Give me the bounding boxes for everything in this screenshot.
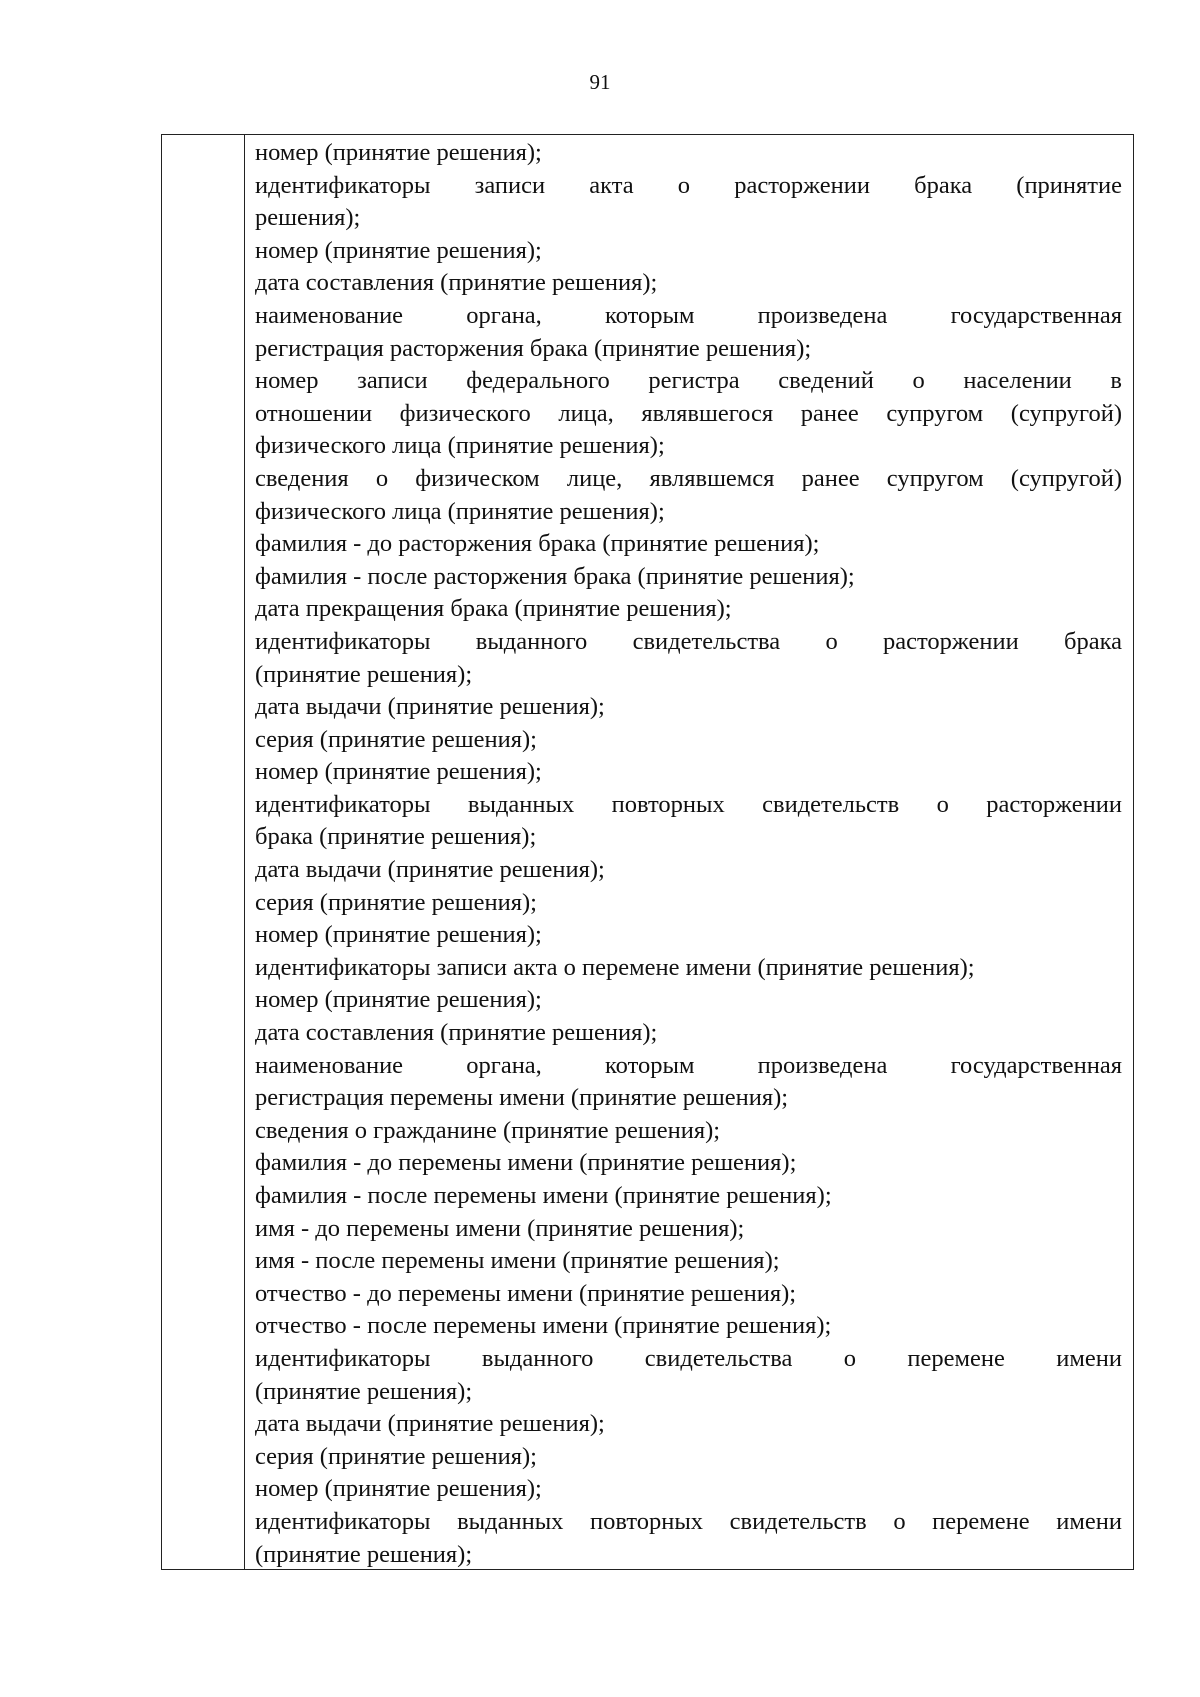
table-text-line: идентификаторы записи акта о расторжении брака (принятие — [255, 171, 1122, 199]
table-text-line: дата выдачи (принятие решения); — [255, 693, 605, 721]
table-text-line: серия (принятие решения); — [255, 888, 537, 916]
page-number: 91 — [589, 70, 611, 94]
table-text-line: наименование органа, которым произведена государственная — [255, 1051, 1122, 1079]
table-text-line: фамилия - после расторжения брака (принятие решения); — [255, 562, 855, 590]
table-text-line: номер (принятие решения); — [255, 1475, 542, 1503]
table-text-line: отчество - до перемены имени (принятие решения); — [255, 1279, 797, 1307]
table-text-line: серия (принятие решения); — [255, 1442, 537, 1470]
table-content-column — [245, 135, 1133, 1569]
table-text-line: отношении физического лица, являвшегося ранее супругом (супругой) — [255, 399, 1122, 427]
table-text-line: номер записи федерального регистра сведений о населении в — [255, 367, 1122, 395]
table-text-line: (принятие решения); — [255, 1540, 473, 1568]
table-text-line: наименование органа, которым произведена государственная — [255, 301, 1122, 329]
table-text-line: идентификаторы выданного свидетельства о расторжении брака — [255, 627, 1122, 655]
table-text-line: дата выдачи (принятие решения); — [255, 1410, 605, 1438]
table-text-line: сведения о физическом лице, являвшемся ранее супругом (супругой) — [255, 464, 1122, 492]
table-text-line: идентификаторы записи акта о перемене имени (принятие решения); — [255, 953, 975, 981]
table-text-line: идентификаторы выданного свидетельства о перемене имени — [255, 1344, 1122, 1372]
table-text-line: сведения о гражданине (принятие решения); — [255, 1116, 721, 1144]
table-text-line: номер (принятие решения); — [255, 236, 542, 264]
table-text-line: дата выдачи (принятие решения); — [255, 856, 605, 884]
table-text-line: дата прекращения брака (принятие решения); — [255, 595, 732, 623]
table-text-line: брака (принятие решения); — [255, 823, 537, 851]
table-text-line: имя - после перемены имени (принятие решения); — [255, 1247, 780, 1275]
table-text-line: регистрация перемены имени (принятие решения); — [255, 1084, 789, 1112]
table-text-line: номер (принятие решения); — [255, 139, 542, 166]
table-text-line: отчество - после перемены имени (принятие решения); — [255, 1312, 832, 1340]
table-text-line: физического лица (принятие решения); — [255, 432, 665, 460]
table-text-line: дата составления (принятие решения); — [255, 1019, 658, 1047]
table-text-line: (принятие решения); — [255, 660, 473, 688]
table-text-line: идентификаторы выданных повторных свидетельств о перемене имени — [255, 1507, 1122, 1535]
table-text-line: идентификаторы выданных повторных свидетельств о расторжении — [255, 790, 1122, 818]
table-text-line: номер (принятие решения); — [255, 758, 542, 786]
table-text-line: регистрация расторжения брака (принятие решения); — [255, 334, 812, 362]
table-text-line: фамилия - до перемены имени (принятие решения); — [255, 1149, 797, 1177]
table-text-line: дата составления (принятие решения); — [255, 269, 658, 297]
table-text-line: имя - до перемены имени (принятие решения); — [255, 1214, 745, 1242]
table-text-line: серия (принятие решения); — [255, 725, 537, 753]
table-text-line: (принятие решения); — [255, 1377, 473, 1405]
table-text-line: физического лица (принятие решения); — [255, 497, 665, 525]
table-text-line: фамилия - после перемены имени (принятие решения); — [255, 1182, 832, 1209]
document-table — [161, 134, 1134, 1570]
table-empty-left-column — [162, 135, 245, 1569]
table-text-line: решения); — [255, 204, 361, 232]
table-text-line: номер (принятие решения); — [255, 921, 542, 949]
table-text-line: фамилия - до расторжения брака (принятие решения); — [255, 530, 820, 558]
table-text-line: номер (принятие решения); — [255, 986, 542, 1014]
